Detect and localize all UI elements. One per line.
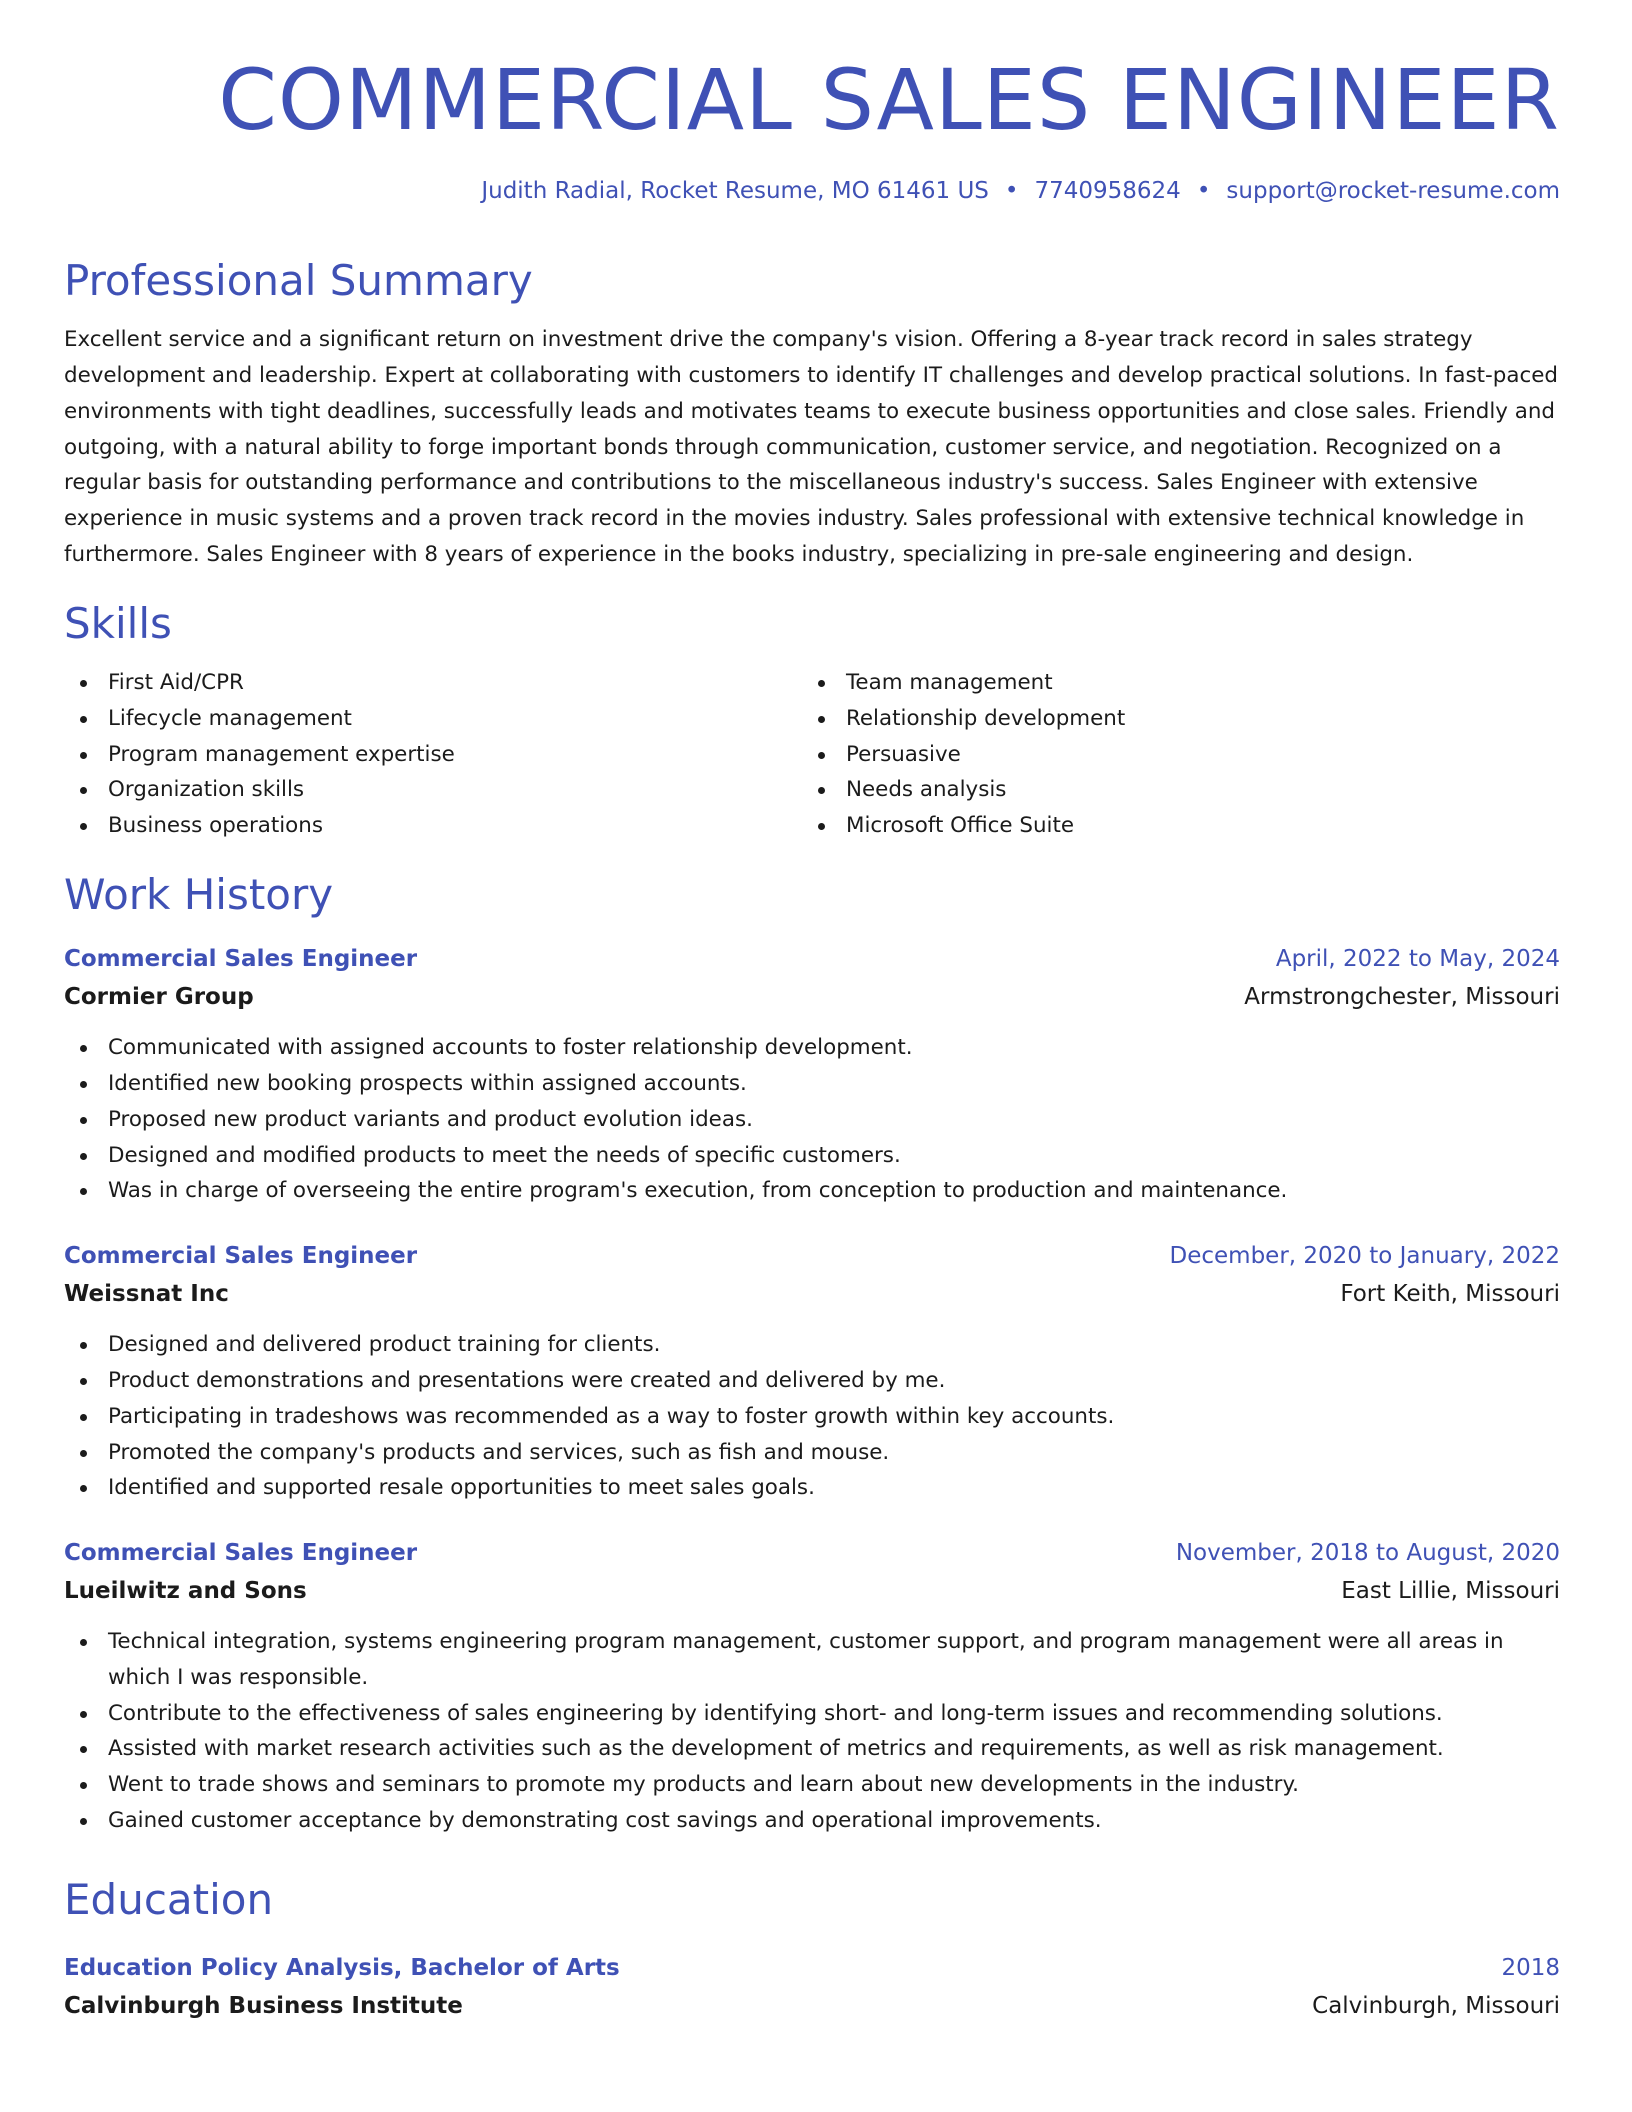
- job-duty: Gained customer acceptance by demonstrating cost savings and operational improvements.: [64, 1803, 1560, 1839]
- education-heading: Education: [64, 1874, 274, 1924]
- job-duty: Designed and modified products to meet the needs of specific customers.: [64, 1138, 1560, 1174]
- contact-separator: •: [1004, 178, 1019, 204]
- job-location: Fort Keith, Missouri: [1340, 1281, 1560, 1308]
- company-name: Lueilwitz and Sons: [64, 1578, 307, 1605]
- skill-item: First Aid/CPR: [64, 665, 802, 701]
- skill-item: Lifecycle management: [64, 701, 802, 737]
- contact-phone: 7740958624: [1034, 178, 1181, 204]
- skill-item: Needs analysis: [802, 772, 1540, 808]
- job-dates: December, 2020 to January, 2022: [1169, 1243, 1560, 1270]
- job-entry: [64, 940, 1560, 1209]
- skills-grid: [64, 665, 1560, 844]
- job-entry: [64, 1237, 1560, 1506]
- skill-item: Organization skills: [64, 772, 802, 808]
- job-duty: Identified new booking prospects within assigned accounts.: [64, 1066, 1560, 1102]
- job-duties-list: [64, 1030, 1560, 1209]
- job-duties-list: [64, 1624, 1560, 1839]
- resume-title: COMMERCIAL SALES ENGINEER: [218, 51, 1560, 149]
- company-name: Weissnat Inc: [64, 1281, 229, 1308]
- job-duty: Proposed new product variants and product evolution ideas.: [64, 1102, 1560, 1138]
- job-duty: Communicated with assigned accounts to foster relationship development.: [64, 1030, 1560, 1066]
- job-duty: Promoted the company's products and services, such as fish and mouse.: [64, 1435, 1560, 1471]
- graduation-year: 2018: [1501, 1955, 1560, 1982]
- skill-item: Relationship development: [802, 701, 1540, 737]
- work-history-heading: Work History: [64, 869, 334, 919]
- summary-text: Excellent service and a significant return on investment drive the company's vision. Offering a 8-year track record in sales strategy development and leadership. Expert at collaborating with customers to identify IT challenges and develop practical solutions. In fast-paced environments with tight deadlines, successfully leads and motivates teams to execute business opportunities and close sales. Friendly and outgoing, with a natural ability to forge important bonds through communication, customer service, and negotiation. Recognized on a regular basis for outstanding performance and contributions to the miscellaneous industry's success. Sales Engineer with extensive experience in music systems and a proven track record in the movies industry. Sales professional with extensive technical knowledge in furthermore. Sales Engineer with 8 years of experience in the books industry, specializing in pre-sale engineering and design.: [64, 327, 1558, 567]
- job-title: Commercial Sales Engineer: [64, 1540, 418, 1567]
- contact-separator: •: [1196, 178, 1211, 204]
- education-entry: [64, 1949, 1560, 2025]
- contact-address: Judith Radial, Rocket Resume, MO 61461 US: [481, 178, 989, 204]
- contact-email: support@rocket-resume.com: [1226, 178, 1560, 204]
- job-location: East Lillie, Missouri: [1341, 1578, 1560, 1605]
- job-entry: [64, 1534, 1560, 1839]
- school-location: Calvinburgh, Missouri: [1312, 1993, 1560, 2020]
- skills-column-right: [802, 665, 1540, 844]
- skill-item: Team management: [802, 665, 1540, 701]
- skill-item: Persuasive: [802, 737, 1540, 773]
- job-duty: Identified and supported resale opportunities to meet sales goals.: [64, 1470, 1560, 1506]
- contact-line: [64, 176, 1560, 206]
- skills-column-left: [64, 665, 802, 844]
- job-duty: Participating in tradeshows was recommended as a way to foster growth within key accounts.: [64, 1399, 1560, 1435]
- job-dates: November, 2018 to August, 2020: [1175, 1540, 1560, 1567]
- skill-item: Business operations: [64, 808, 802, 844]
- skill-item: Microsoft Office Suite: [802, 808, 1540, 844]
- skills-heading: Skills: [64, 598, 172, 648]
- job-duty: Technical integration, systems engineering program management, customer support, and program management were all areas in which I was responsible.: [64, 1624, 1560, 1696]
- job-duty: Product demonstrations and presentations were created and delivered by me.: [64, 1363, 1560, 1399]
- company-name: Cormier Group: [64, 984, 254, 1011]
- resume-page: [64, 0, 1560, 2025]
- job-duty: Assisted with market research activities such as the development of metrics and requirements, as well as risk management.: [64, 1731, 1560, 1767]
- job-location: Armstrongchester, Missouri: [1244, 984, 1560, 1011]
- job-duty: Went to trade shows and seminars to promote my products and learn about new developments in the industry.: [64, 1767, 1560, 1803]
- school-name: Calvinburgh Business Institute: [64, 1993, 463, 2020]
- job-duties-list: [64, 1327, 1560, 1506]
- job-dates: April, 2022 to May, 2024: [1275, 946, 1560, 973]
- summary-heading: Professional Summary: [64, 256, 533, 305]
- degree: Education Policy Analysis, Bachelor of Arts: [64, 1955, 620, 1982]
- skill-item: Program management expertise: [64, 737, 802, 773]
- job-duty: Was in charge of overseeing the entire program's execution, from conception to production and maintenance.: [64, 1173, 1560, 1209]
- job-title: Commercial Sales Engineer: [64, 1243, 418, 1270]
- job-duty: Contribute to the effectiveness of sales engineering by identifying short- and long-term issues and recommending solutions.: [64, 1696, 1560, 1732]
- job-title: Commercial Sales Engineer: [64, 946, 418, 973]
- job-duty: Designed and delivered product training for clients.: [64, 1327, 1560, 1363]
